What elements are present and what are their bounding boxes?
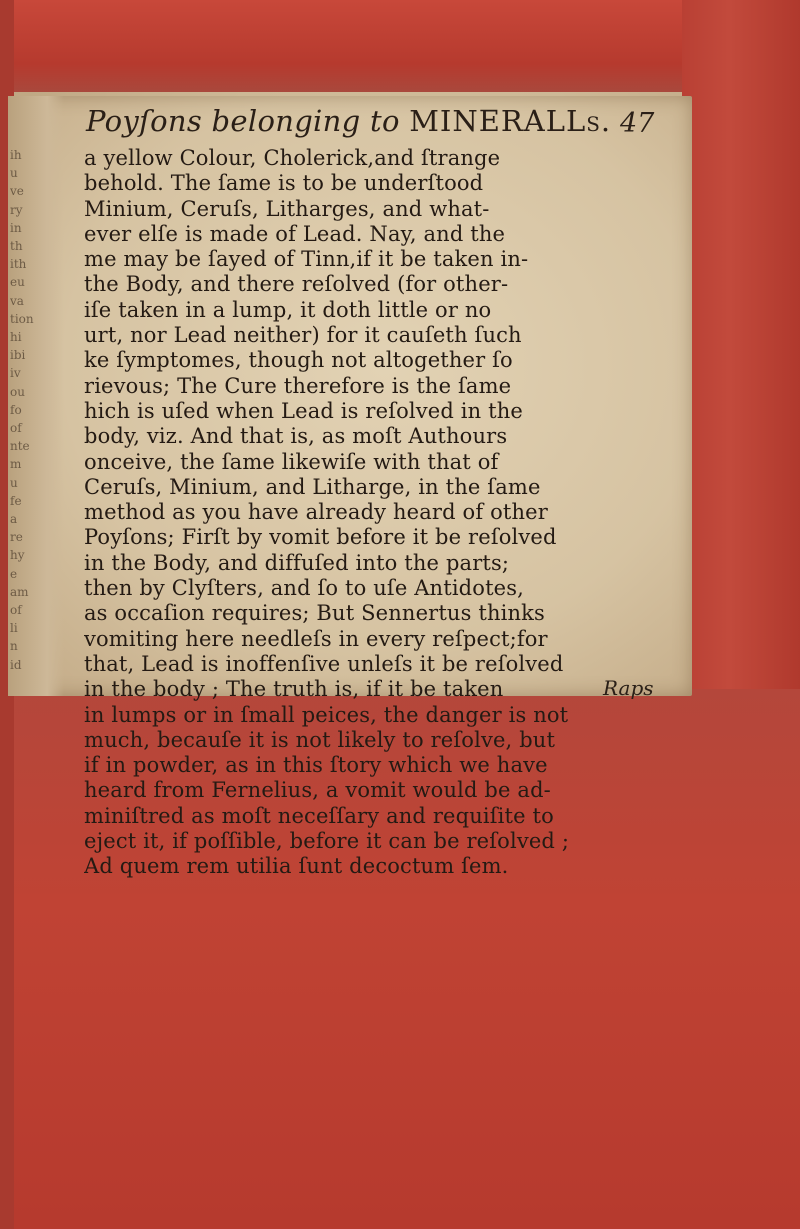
gutter-fragment: a: [10, 512, 18, 526]
text-line: me may be ſayed of Tinn,if it be taken in-: [84, 247, 529, 272]
running-head-italic: Poyſons belonging to: [86, 104, 410, 138]
text-line: method as you have already heard of other: [84, 500, 548, 525]
gutter-fragment: re: [10, 530, 23, 545]
gutter-fragment: li: [10, 621, 18, 636]
running-head-caps: MINERALLs.: [409, 104, 612, 138]
gutter-fragment: e: [10, 566, 18, 581]
text-line: vomiting here needleſs in every reſpect;for: [84, 626, 548, 651]
text-line: rievous; The Cure therefore is the ſame: [84, 373, 512, 398]
text-line: iſe taken in a lump, it doth little or no: [84, 297, 492, 322]
gutter-fragment: iv: [10, 366, 21, 381]
text-line: hich is uſed when Lead is reſolved in the: [84, 398, 523, 423]
gutter-fragment: am: [10, 584, 29, 599]
gutter-fragment: ibi: [10, 348, 26, 363]
text-line: onceive, the ſame likewiſe with that of: [84, 449, 499, 474]
gutter-fragment: ve: [10, 184, 24, 199]
text-line: much, becauſe it is not likely to reſolve, but: [84, 727, 556, 752]
gutter-fragment: hy: [10, 548, 25, 563]
text-line: Minium, Ceruſs, Litharges, and what-: [84, 196, 490, 221]
page-number: 47: [620, 108, 655, 139]
gutter-fragment: tion: [10, 311, 34, 326]
text-line: in lumps or in ſmall peices, the danger is not: [84, 702, 569, 727]
gutter-fragment: ih: [10, 148, 22, 162]
gutter-fragment: fe: [10, 493, 22, 508]
paper-sheet: [8, 96, 692, 879]
text-line: a yellow Colour, Cholerick,and ſtrange: [84, 146, 501, 170]
catchword: Raps: [603, 676, 654, 700]
gutter-fragment: m: [10, 457, 22, 472]
text-line: Ceruſs, Minium, and Litharge, in the ſame: [84, 474, 541, 499]
text-line: that, Lead is inoffenſive unleſs it be reſolved: [84, 651, 564, 676]
running-head: [86, 104, 686, 138]
gutter-fragment: ou: [10, 384, 25, 399]
gutter-fragment: ry: [10, 202, 23, 217]
red-binding-top: [0, 0, 800, 92]
running-head-text: [86, 104, 611, 138]
text-line: miniſtred as moſt neceſſary and requiſite to: [84, 803, 554, 828]
gutter-shadow: [8, 96, 64, 696]
gutter-fragment: u: [10, 166, 18, 181]
text-line: eject it, if poſſible, before it can be reſolved ;: [84, 829, 570, 854]
text-line: Poyſons; Firſt by vomit before it be reſolved: [84, 525, 557, 550]
gutter-fragment: ith: [10, 257, 27, 272]
text-line: urt, nor Lead neither) for it cauſeth ſuch: [84, 323, 522, 348]
gutter-fragment: in: [10, 220, 22, 235]
gutter-fragment: nte: [10, 439, 30, 454]
text-line: then by Clyſters, and ſo to uſe Antidotes,: [84, 576, 524, 601]
text-line: in the body ; The truth is, if it be taken: [84, 677, 504, 702]
text-line: behold. The ſame is to be underſtood: [84, 171, 484, 196]
gutter-fragment: id: [10, 657, 22, 672]
text-line: as occaſion requires; But Sennertus thinks: [84, 601, 545, 626]
gutter-fragment: va: [10, 293, 24, 308]
text-line: heard from Fernelius, a vomit would be ad-: [84, 778, 551, 803]
text-line: ever elſe is made of Lead. Nay, and the: [84, 221, 506, 246]
gutter-fragment: fo: [10, 402, 22, 417]
gutter-fragment: th: [10, 239, 23, 253]
text-line: if in powder, as in this ſtory which we have: [84, 753, 548, 778]
body-text: [84, 146, 674, 880]
gutter-fragment: n: [10, 639, 18, 654]
text-line: the Body, and there reſolved (for other-: [84, 272, 509, 297]
gutter-fragment: of: [10, 603, 22, 617]
gutter-fragment: of: [10, 421, 22, 435]
gutter-fragment: eu: [10, 275, 25, 290]
text-line: in the Body, and diffuſed into the parts;: [84, 550, 510, 575]
text-line: ke ſymptomes, though not altogether ſo: [84, 348, 513, 373]
text-line: body, viz. And that is, as moſt Authours: [84, 424, 508, 449]
text-line: Ad quem rem utilia ſunt decoctum ſem.: [84, 854, 509, 879]
gutter-fragment: hi: [10, 330, 22, 344]
gutter-fragment: u: [10, 475, 18, 490]
